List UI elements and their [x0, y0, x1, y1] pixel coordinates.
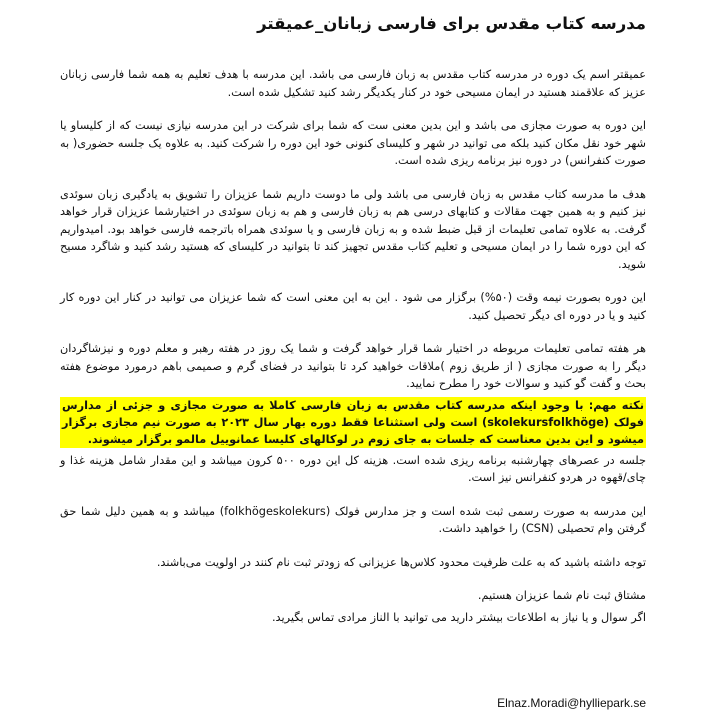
paragraph-weekly-teaching: هر هفته تمامی تعلیمات مربوطه در اختیار شما قرار خواهد گرفت و شما یک روز در هفته رهبر و معلم دوره و نیزشاگردان دیگر را به صورت مجازی ( از طریق زوم )ملاقات خواهید کرد تا بتوانید در فضای گرم و صمیمی باهم درمورد موضوع هفته بحث و گفت گو کنید و سوالات خود را مطرح نمایید. [60, 342, 646, 390]
paragraph-registration-csn: این مدرسه به صورت رسمی ثبت شده است و جز مدارس فولک (folkhögeskolekurs) میباشد و به همین دلیل شما حق گرفتن وام تحصیلی (CSN) را خواهید داشت. [60, 504, 646, 535]
paragraph-goal: هدف ما مدرسه کتاب مقدس به زبان فارسی می باشد ولی ما دوست داریم شما عزیزان را تشویق به یادگیری زبان سوئدی نیز کنیم و به همین جهت مقالات و کتابهای درسی هم به زبان فارسی و هم به زبان سوئدی در اختیارشما عزیزان قرار خواهد گرفت. به علاوه تمامی تعلیمات از قبل ضبط شده و به زبان فارسی و یا سوئدی همراه باترجمه فارسی خواهد بود. امیدواریم که این دوره شما را در ایمان مسیحی و تعلیم کتاب مقدس تجهیز کند تا بتوانید در کلیسای که هستید رشد کنید و شاگرد مسیح شوید. [60, 187, 646, 271]
paragraph-schedule-cost: جلسه در عصرهای چهارشنبه برنامه ریزی شده است. هزینه کل این دوره ۵۰۰ کرون میباشد و این مقدار شامل هزینه غذا و چای/قهوه در هردو کنفرانس نیز است. [60, 453, 647, 484]
paragraph-capacity-note: توجه داشته باشید که به علت ظرفیت محدود کلاس‌ها عزیزانی که زودتر ثبت نام کنند در اولویت می‌باشند. [156, 555, 646, 569]
paragraph-intro: عمیقتر اسم یک دوره در مدرسه کتاب مقدس به زبان فارسی می باشد. این مدرسه با هدف تعلیم به همه شما فارسی زبانان عزیز که علاقمند هستید در ایمان مسیحی خود در کنار یکدیگر رشد کنید تشکیل شده است. [60, 68, 646, 99]
paragraph-part-time: این دوره بصورت نیمه وقت (۵۰%) برگزار می شود . این به این معنی است که شما عزیزان می توانید در کنار این دوره کار کنید و یا در دوره ای دیگر تحصیل کنید. [60, 291, 647, 322]
paragraph-virtual-course: این دوره به صورت مجازی می باشد و این بدین معنی ست که شما برای شرکت در این مدرسه نیازی نیست که از کلیساو یا شهر خود نقل مکان کنید بلکه می توانید در شهر و کلیسای کنونی خود این دوره را شرکت کنید. به علاوه یک جلسه حضوری( به صورت کنفرانس) در دوره نیز برنامه ریزی شده است. [60, 119, 646, 167]
contact-email[interactable]: Elnaz.Moradi@hylliepark.se [497, 696, 646, 710]
highlighted-important-note: نکته مهم: با وجود اینکه مدرسه کتاب مقدس به زبان فارسی کاملا به صورت مجازی و جزئی از مدارس فولک (skolekursfolkhöge) است ولی استثناعا فقط دوره بهار سال ۲۰۲۳ به صورت نیم مجازی برگزار میشود و این بدین معناست که جلسات به جای زوم در لوکالهای کلیسا عمانوییل مالمو برگزار میشوند. [62, 398, 644, 446]
document-body [60, 66, 646, 630]
document-title: مدرسه کتاب مقدس برای فارسی زبانان_عمیقتر [257, 14, 646, 33]
contact-line: اگر سوال و یا نیاز به اطلاعات بیشتر دارید می توانید با الناز مرادی تماس بگیرید. [271, 610, 646, 624]
closing-line: مشتاق ثبت نام شما عزیزان هستیم. [477, 589, 646, 602]
